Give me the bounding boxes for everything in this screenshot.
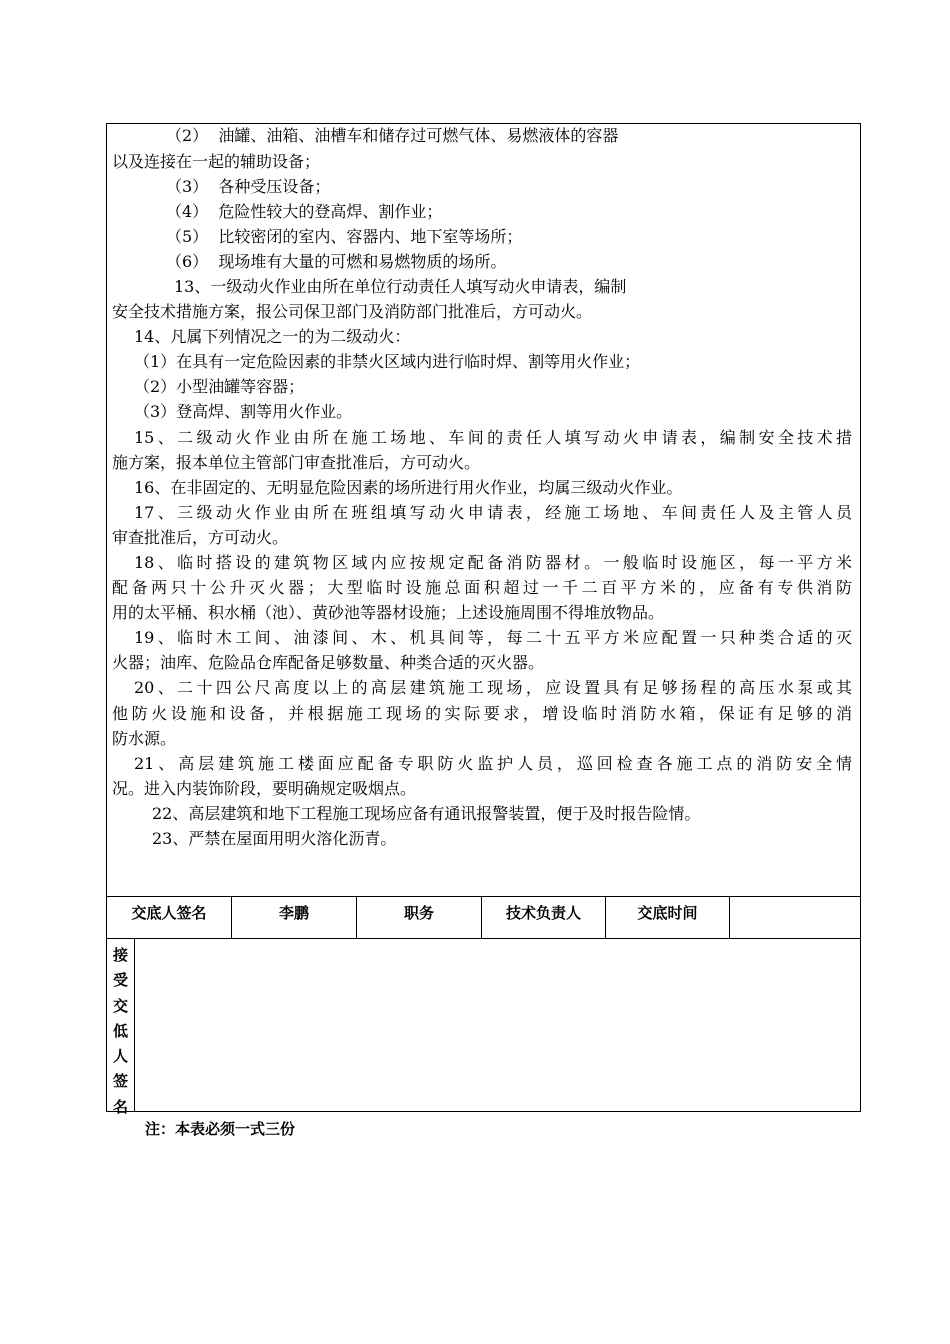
body-line: 19、临时木工间、油漆间、木、机具间等，每二十五平方米应配置一只种类合适的灭 bbox=[134, 628, 852, 647]
body-line: 用的太平桶、积水桶（池）、黄砂池等器材设施；上述设施周围不得堆放物品。 bbox=[112, 603, 665, 622]
receiver-section bbox=[107, 939, 860, 1116]
position-value-cell bbox=[481, 897, 605, 938]
presenter-label: 交底人签名 bbox=[131, 904, 207, 922]
body-line: （6） 现场堆有大量的可燃和易燃物质的场所。 bbox=[166, 252, 507, 271]
body-line: 审查批准后，方可动火。 bbox=[112, 528, 289, 547]
time-label: 交底时间 bbox=[637, 904, 698, 922]
time-label-cell bbox=[605, 897, 729, 938]
body-line: 13、一级动火作业由所在单位行动责任人填写动火申请表，编制 bbox=[174, 277, 627, 296]
body-line: （3） 各种受压设备； bbox=[166, 177, 331, 196]
body-line: 配备两只十公升灭火器；大型临时设施总面积超过一千二百平方米的，应备有专供消防 bbox=[112, 578, 852, 597]
body-line: （2） 油罐、油箱、油槽车和储存过可燃气体、易燃液体的容器 bbox=[166, 126, 619, 145]
body-line: 17、三级动火作业由所在班组填写动火申请表，经施工场地、车间责任人及主管人员 bbox=[134, 503, 852, 522]
time-value-cell[interactable] bbox=[729, 897, 860, 938]
position-label: 职务 bbox=[403, 904, 434, 922]
briefing-content bbox=[107, 124, 860, 896]
body-line: （5） 比较密闭的室内、容器内、地下室等场所； bbox=[166, 227, 523, 246]
body-line: 21、高层建筑施工楼面应配备专职防火监护人员，巡回检查各施工点的消防安全情 bbox=[134, 754, 852, 773]
presenter-name: 李鹏 bbox=[278, 904, 309, 922]
position-value: 技术负责人 bbox=[505, 904, 581, 922]
body-line: 安全技术措施方案，报公司保卫部门及消防部门批准后，方可动火。 bbox=[112, 302, 593, 321]
body-line: 以及连接在一起的辅助设备； bbox=[112, 152, 321, 171]
body-line: 他防火设施和设备，并根据施工现场的实际要求，增设临时消防水箱，保证有足够的消 bbox=[112, 704, 852, 723]
body-line: 20、二十四公尺高度以上的高层建筑施工现场，应设置具有足够扬程的高压水泵或其 bbox=[134, 678, 852, 697]
body-line: 22、高层建筑和地下工程施工现场应备有通讯报警装置，便于及时报告险情。 bbox=[152, 804, 701, 823]
body-line: 23、严禁在屋面用明火溶化沥青。 bbox=[152, 829, 397, 848]
footnote: 注：本表必须一式三份 bbox=[145, 1120, 296, 1138]
position-label-cell bbox=[356, 897, 481, 938]
body-line: （1）在具有一定危险因素的非禁火区域内进行临时焊、割等用火作业； bbox=[134, 352, 641, 371]
receiver-label: 接受交低人签名 bbox=[113, 946, 129, 1116]
body-line: 施方案，报本单位主管部门审查批准后，方可动火。 bbox=[112, 453, 481, 472]
body-line: （2）小型油罐等容器； bbox=[134, 377, 305, 396]
body-line: 火器；油库、危险品仓库配备足够数量、种类合适的灭火器。 bbox=[112, 653, 545, 672]
body-line: 15、二级动火作业由所在施工场地、车间的责任人填写动火申请表，编制安全技术措 bbox=[134, 428, 852, 447]
body-line: 18、临时搭设的建筑物区域内应按规定配备消防器材。一般临时设施区，每一平方米 bbox=[134, 553, 852, 572]
body-line: （3）登高焊、割等用火作业。 bbox=[134, 402, 353, 421]
body-line: 况。进入内装饰阶段，要明确规定吸烟点。 bbox=[112, 779, 417, 798]
safety-briefing-form bbox=[106, 123, 861, 1116]
signature-row bbox=[107, 896, 860, 939]
receiver-label-cell bbox=[107, 939, 135, 1116]
body-line: 16、在非固定的、无明显危险因素的场所进行用火作业，均属三级动火作业。 bbox=[134, 478, 683, 497]
body-line: （4） 危险性较大的登高焊、割作业； bbox=[166, 202, 443, 221]
body-line: 防水源。 bbox=[112, 729, 177, 748]
receiver-signature-area[interactable] bbox=[135, 939, 860, 1111]
presenter-name-cell bbox=[231, 897, 356, 938]
body-line: 14、凡属下列情况之一的为二级动火： bbox=[134, 327, 411, 346]
presenter-label-cell bbox=[107, 897, 231, 938]
